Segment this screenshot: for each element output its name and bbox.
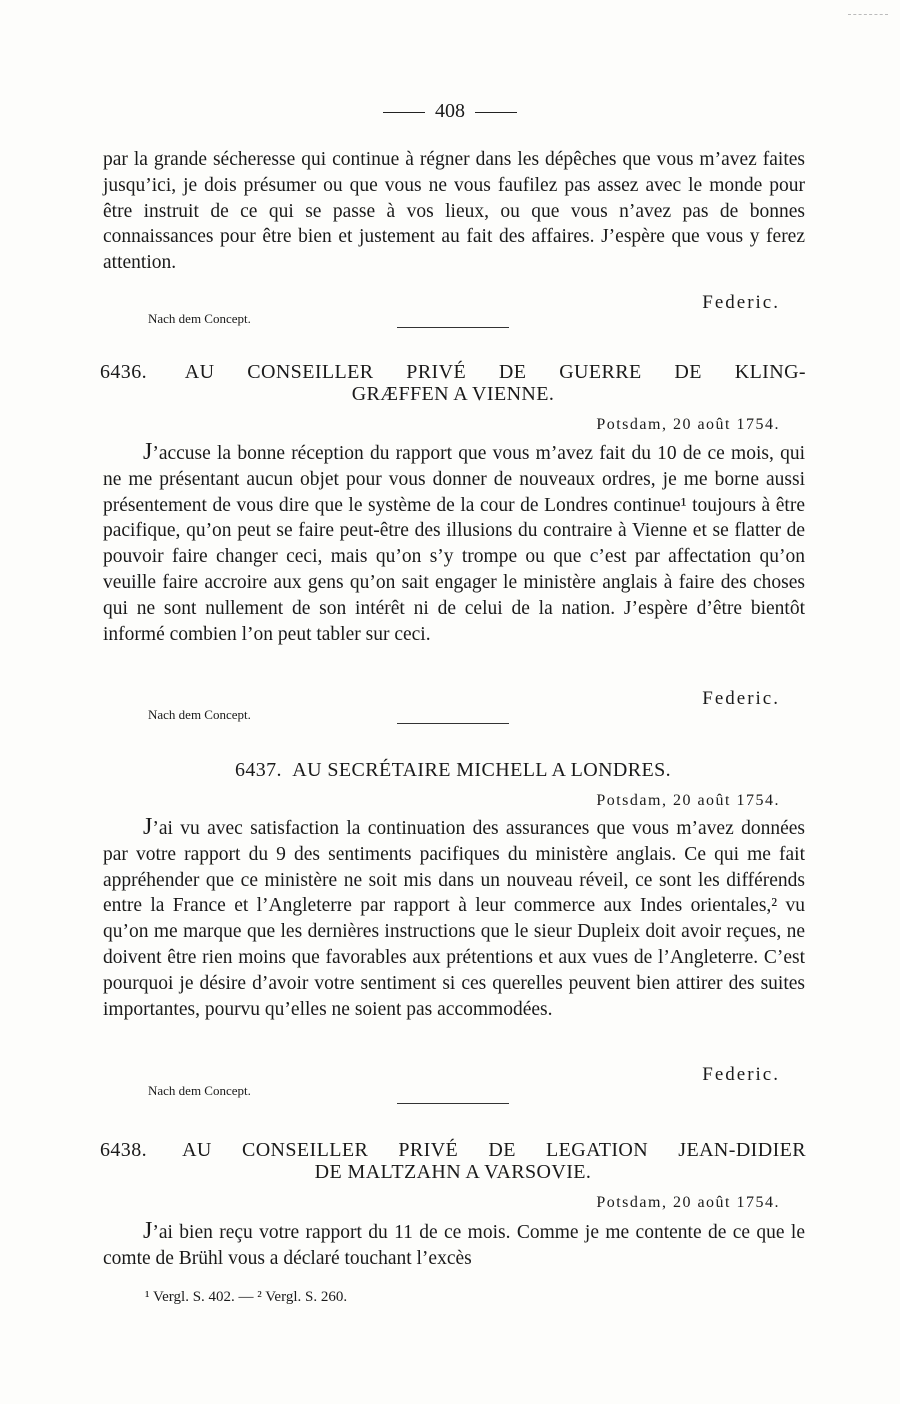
letter-paragraph: ’ai vu avec satisfaction la continuation des assurances que vous m’avez données par votre rapport du 9 des sentiments pacifiques du ministère anglais. Ce qui me fait appréhender que ce ministère ne soit mis dans un nouveau réveil, ce sont les différends entre la France et l’Angleterre par rapport à leur commerce aux Indes orientales,² vu qu’on me marque que les dernières instructions que le sieur Dupleix doit avoir reçues, ne doivent être rien moins que favorables aux prétentions et aux vues de l’Angleterre. C’est pourquoi je désire d’avoir votre sentiment si ces querelles peuvent bien attirer des suites importantes, pourvu qu’elles ne soient pas accommodées. (103, 818, 805, 1020)
source-note: Nach dem Concept. (148, 707, 251, 722)
letter-number: 6438. (100, 1139, 147, 1161)
initial-letter: J (143, 439, 153, 465)
letter-body-6437 (103, 815, 805, 1022)
letter-heading-6436 (100, 361, 806, 405)
letter-number: 6436. (100, 361, 147, 383)
section-divider (397, 327, 509, 328)
letter-body-6438 (103, 1219, 805, 1272)
letter-heading-6437 (100, 759, 806, 781)
page-number: 408 (435, 100, 465, 122)
dateline: Potsdam, 20 août 1754. (596, 792, 780, 809)
header-dash-right (475, 112, 517, 113)
letter-paragraph: ’ai bien reçu votre rapport du 11 de ce mois. Comme je me contente de ce que le comte de Brühl vous a déclaré touchant l’excès (103, 1222, 805, 1269)
letter-paragraph: ’accuse la bonne réception du rapport que vous m’avez fait du 10 de ce mois, qui ne me présentant aucun objet pour vous donner de nouveaux ordres, je me borne aussi présentement de vous dire que le système de la cour de Londres continue¹ toujours à être pacifique, qu’on peut se faire peut-être des illusions du contraire à Vienne et se flatter de pouvoir faire changer ceci, mais qu’on s’y trompe ou que c’est par affectation qu’on veuille faire accroire aux gens qu’on sait engager le ministère anglais à faire des choses qui ne sont nullement de son intérêt ni de celui de la nation. J’espère d’être bientôt informé combien l’on peut tabler sur ceci. (103, 443, 805, 645)
section-divider (397, 1103, 509, 1104)
letter-number: 6437. (234, 759, 282, 781)
letter-body-6436 (103, 440, 805, 647)
source-note: Nach dem Concept. (148, 1083, 251, 1098)
footnotes: ¹ Vergl. S. 402. — ² Vergl. S. 260. (145, 1289, 348, 1305)
heading-line-2: GRÆFFEN A VIENNE. (351, 383, 555, 405)
signature: Federic. (702, 688, 780, 709)
signature: Federic. (702, 292, 780, 313)
heading-line-2: DE MALTZAHN A VARSOVIE. (314, 1161, 592, 1183)
letter-heading-6438 (100, 1139, 806, 1183)
heading-line-1: AU CONSEILLER PRIVÉ DE LEGATION JEAN-DIDIER (182, 1139, 806, 1161)
dateline: Potsdam, 20 août 1754. (596, 1194, 780, 1211)
signature: Federic. (702, 1064, 780, 1085)
section-divider (397, 723, 509, 724)
heading-line-1: AU CONSEILLER PRIVÉ DE GUERRE DE KLING- (184, 361, 806, 383)
header-dash-left (383, 112, 425, 113)
continuation-paragraph: par la grande sécheresse qui continue à régner dans les dépêches que vous m’avez faites jusqu’ici, je dois présumer ou que vous ne vous faufilez pas assez avec le monde pour être instruit de ce qui se passe à vos lieux, ou que vous n’avez pas de bonnes connaissances pour être bien et justement au fait des affaires. J’espère que vous y ferez attention. (103, 149, 805, 274)
initial-letter: J (143, 1218, 153, 1244)
initial-letter: J (143, 814, 153, 840)
heading-line-1: AU SECRÉTAIRE MICHELL A LONDRES. (292, 759, 672, 781)
source-note: Nach dem Concept. (148, 311, 251, 326)
page-header (0, 100, 900, 123)
scan-mark (848, 14, 888, 16)
continuation-section (103, 147, 805, 276)
dateline: Potsdam, 20 août 1754. (596, 416, 780, 433)
